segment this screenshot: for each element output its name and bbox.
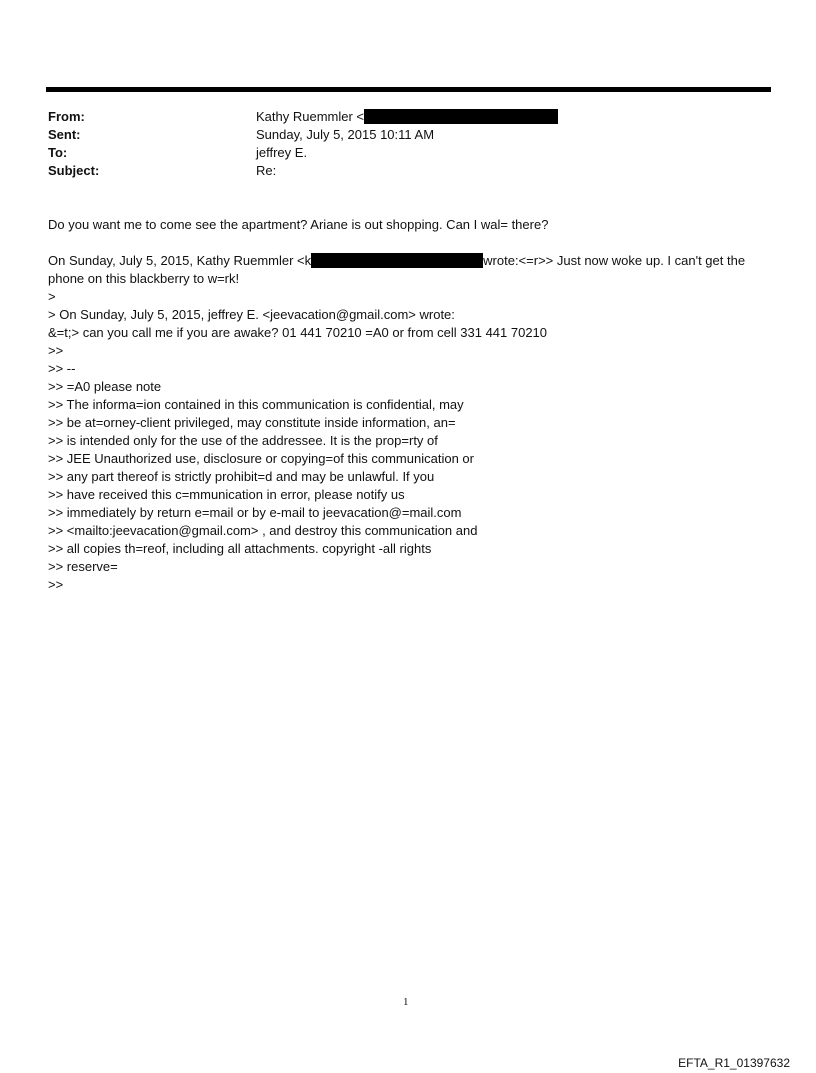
quoted-line: >> JEE Unauthorized use, disclosure or copying=of this communication or: [48, 451, 474, 466]
quoted-thread: [48, 252, 768, 594]
quoted-line: >> --: [48, 361, 76, 376]
quote-header-line: [48, 252, 768, 270]
subject-value: Re:: [256, 163, 277, 178]
quoted-line: >: [48, 289, 56, 304]
quoted-line: > On Sunday, July 5, 2015, jeffrey E. <jeevacation@gmail.com> wrote:: [48, 307, 455, 322]
quoted-line: >> reserve=: [48, 559, 118, 574]
quoted-line: &=t;> can you call me if you are awake? 01 441 70210 =A0 or from cell 331 441 70210: [48, 325, 548, 340]
quoted-line: >> have received this c=mmunication in error, please notify us: [48, 487, 405, 502]
quoted-line: >> be at=orney-client privileged, may constitute inside information, an=: [48, 415, 456, 430]
to-value: jeffrey E.: [256, 145, 308, 160]
quoted-line: >> is intended only for the use of the addressee. It is the prop=rty of: [48, 433, 438, 448]
quoted-line: >> immediately by return e=mail or by e-mail to jeevacation@=mail.com: [48, 505, 462, 520]
quoted-line: >> all copies th=reof, including all attachments. copyright -all rights: [48, 541, 432, 556]
from-value: [256, 109, 558, 124]
to-label: To:: [48, 145, 68, 160]
quoted-line: >> The informa=ion contained in this communication is confidential, may: [48, 397, 464, 412]
redaction-bar: [311, 253, 483, 268]
quoted-line: >>: [48, 577, 64, 592]
quoted-line: >> <mailto:jeevacation@gmail.com> , and destroy this communication and: [48, 523, 478, 538]
quoted-lines: [48, 288, 768, 594]
page-number: 1: [403, 996, 409, 1008]
header-divider: [46, 87, 771, 92]
sent-label: Sent:: [48, 127, 81, 142]
quote-prefix: On Sunday, July 5, 2015, Kathy Ruemmler <k: [48, 253, 312, 268]
quoted-line: >> any part thereof is strictly prohibit=d and may be unlawful. If you: [48, 469, 435, 484]
quote-suffix: wrote:<=r>> Just now woke up. I can't get the: [483, 253, 746, 268]
document-id: EFTA_R1_01397632: [678, 1056, 790, 1070]
redaction-bar: [364, 109, 558, 124]
sent-value: Sunday, July 5, 2015 10:11 AM: [256, 127, 435, 142]
from-name: Kathy Ruemmler <: [256, 109, 365, 124]
body-first-line: Do you want me to come see the apartment? Ariane is out shopping. Can I wal= there?: [48, 217, 549, 232]
message-body: [48, 216, 768, 234]
from-label: From:: [48, 109, 85, 124]
subject-label: Subject:: [48, 163, 100, 178]
quoted-line: >>: [48, 343, 64, 358]
quote-line-2: phone on this blackberry to w=rk!: [48, 271, 240, 286]
quoted-line: >> =A0 please note: [48, 379, 162, 394]
